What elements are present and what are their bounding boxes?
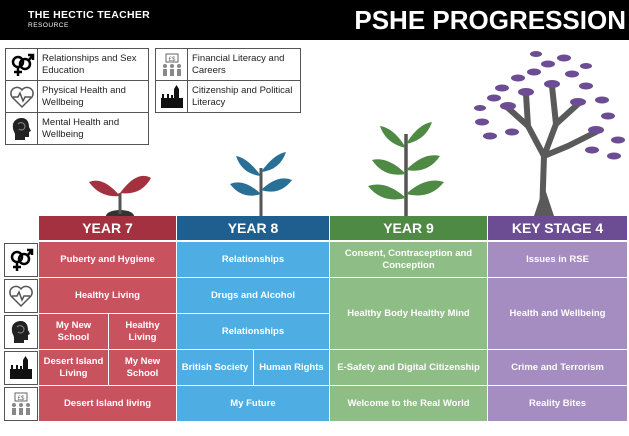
money-people-icon <box>8 392 34 416</box>
legend-item-mental <box>6 113 148 144</box>
cell-year8-citizen-a: British Society <box>177 350 254 386</box>
cell-year7-physical: Healthy Living <box>39 278 177 314</box>
legend-label-finance: Financial Literacy and Careers <box>192 52 285 76</box>
tree-ks4-illustration <box>468 46 628 216</box>
column-header-year9: YEAR 9 <box>330 216 488 240</box>
cell-year7-citizen-a: Desert Island Living <box>39 350 109 386</box>
cell-year9-rse: Consent, Contraception and Conception <box>330 242 488 278</box>
cell-year8-physical: Drugs and Alcohol <box>177 278 330 314</box>
legend-item-finance <box>156 49 300 81</box>
money-people-icon <box>156 49 188 80</box>
cell-ks4-rse: Issues in RSE <box>488 242 628 278</box>
legend-label-citizenship: Citizenship and Political Literacy <box>192 84 293 108</box>
cell-year7-finance: Desert Island living <box>39 386 177 422</box>
brand-title: THE HECTIC TEACHER <box>28 9 151 21</box>
plant-year9-illustration <box>362 120 450 216</box>
row-icon-mental <box>4 315 38 349</box>
cell-ks4-finance: Reality Bites <box>488 386 628 422</box>
legend-item-rse <box>6 49 148 81</box>
row-icon-physical <box>4 279 38 313</box>
gender-symbols-icon <box>6 49 38 80</box>
seedling-year7-illustration <box>85 168 155 218</box>
row-icon-rse <box>4 243 38 277</box>
brain-head-icon <box>9 319 33 345</box>
cell-year9-citizen: E-Safety and Digital Citizenship <box>330 350 488 386</box>
column-header-year8: YEAR 8 <box>177 216 330 240</box>
row-icon-citizenship <box>4 351 38 385</box>
legend-box-right <box>155 48 301 113</box>
heart-health-icon <box>6 81 38 112</box>
cell-ks4-citizen: Crime and Terrorism <box>488 350 628 386</box>
legend-box-left <box>5 48 149 145</box>
cell-ks4-health: Health and Wellbeing <box>488 278 628 350</box>
page-title: PSHE PROGRESSION <box>354 5 626 35</box>
seedling-year8-illustration <box>226 150 296 216</box>
svg-text:£$: £$ <box>168 56 175 63</box>
cell-year8-finance: My Future <box>177 386 330 422</box>
svg-text:£$: £$ <box>17 396 25 402</box>
cell-year7-mental-b: Healthy Living <box>109 314 177 350</box>
cell-year7-mental-a: My New School <box>39 314 109 350</box>
cell-year8-mental: Relationships <box>177 314 330 350</box>
cell-year7-rse: Puberty and Hygiene <box>39 242 177 278</box>
parliament-icon <box>156 81 188 112</box>
legend-item-physical <box>6 81 148 113</box>
cell-year8-rse: Relationships <box>177 242 330 278</box>
parliament-icon <box>8 355 34 381</box>
legend-label-mental: Mental Health and Wellbeing <box>42 116 120 140</box>
column-header-ks4: KEY STAGE 4 <box>488 216 628 240</box>
heart-health-icon <box>8 284 34 308</box>
cell-year7-citizen-b: My New School <box>109 350 177 386</box>
column-header-year7: YEAR 7 <box>39 216 177 240</box>
brand-subtitle: RESOURCE <box>28 22 69 29</box>
legend-item-citizenship <box>156 81 300 112</box>
cell-year9-finance: Welcome to the Real World <box>330 386 488 422</box>
row-icon-finance <box>4 387 38 421</box>
gender-symbols-icon <box>8 247 34 273</box>
cell-year9-health: Healthy Body Healthy Mind <box>330 278 488 350</box>
cell-year8-citizen-b: Human Rights <box>254 350 330 386</box>
legend-label-rse: Relationships and Sex Education <box>42 52 137 76</box>
brain-head-icon <box>6 113 38 144</box>
legend-label-physical: Physical Health and Wellbeing <box>42 84 126 108</box>
